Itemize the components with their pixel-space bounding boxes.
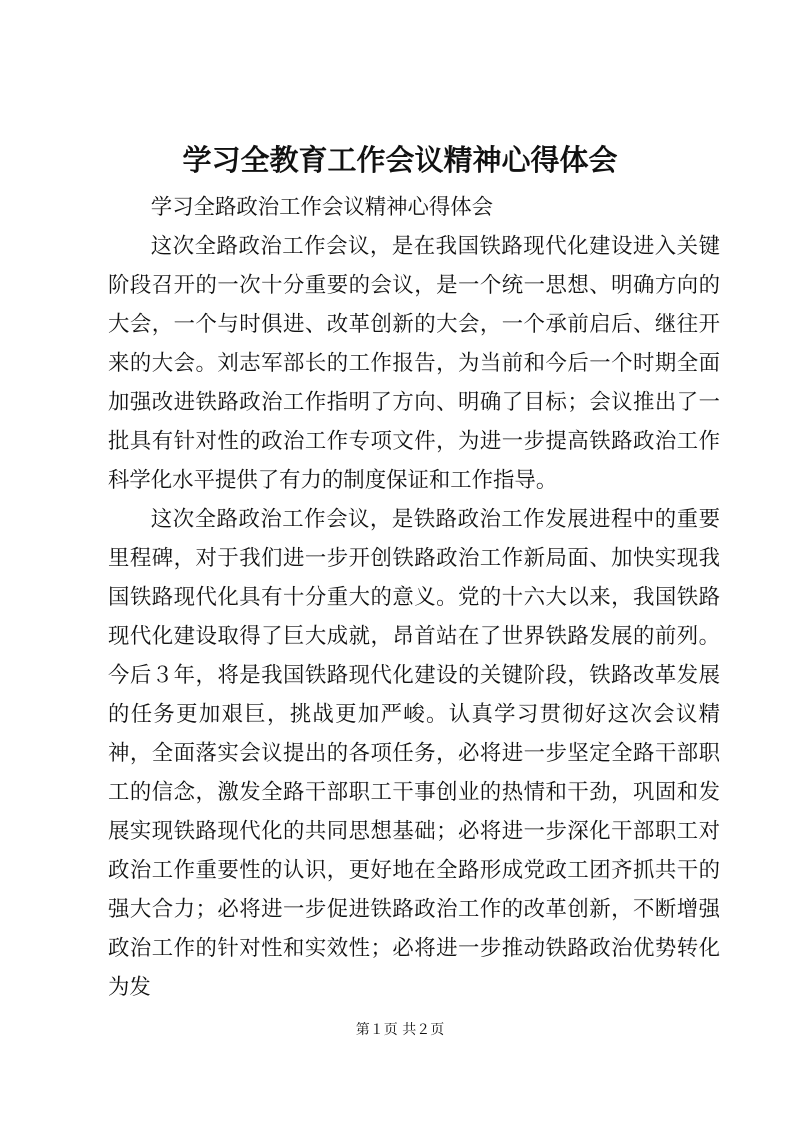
document-body <box>108 188 720 1007</box>
subtitle-paragraph: 学习全路政治工作会议精神心得体会 <box>150 195 494 220</box>
body-paragraph-1: 这次全路政治工作会议，是在我国铁路现代化建设进入关键阶段召开的一次十分重要的会议，是一个统一思想、明确方向的大会，一个与时俱进、改革创新的大会，一个承前启后、继往开来的大会。刘志军部长的工作报告，为当前和今后一个时期全面加强改进铁路政治工作指明了方向、明确了目标；会议推出了一批具有针对性的政治工作专项文件，为进一步提高铁路政治工作科学化水平提供了有力的制度保证和工作指导。 <box>108 234 720 493</box>
body-paragraph-2: 这次全路政治工作会议，是铁路政治工作发展进程中的重要里程碑，对于我们进一步开创铁路政治工作新局面、加快实现我国铁路现代化具有十分重大的意义。党的十六大以来，我国铁路现代化建设取得了巨大成就，昂首站在了世界铁路发展的前列。今后３年，将是我国铁路现代化建设的关键阶段，铁路改革发展的任务更加艰巨，挑战更加严峻。认真学习贯彻好这次会议精神，全面落实会议提出的各项任务，必将进一步坚定全路干部职工的信念，激发全路干部职工干事创业的热情和干劲，巩固和发展实现铁路现代化的共同思想基础；必将进一步深化干部职工对政治工作重要性的认识，更好地在全路形成党政工团齐抓共干的强大合力；必将进一步促进铁路政治工作的改革创新，不断增强政治工作的针对性和实效性；必将进一步推动铁路政治优势转化为发 <box>108 507 720 1000</box>
document-title: 学习全教育工作会议精神心得体会 <box>182 143 618 177</box>
page-footer: 第１页 共２页 <box>355 1022 445 1038</box>
